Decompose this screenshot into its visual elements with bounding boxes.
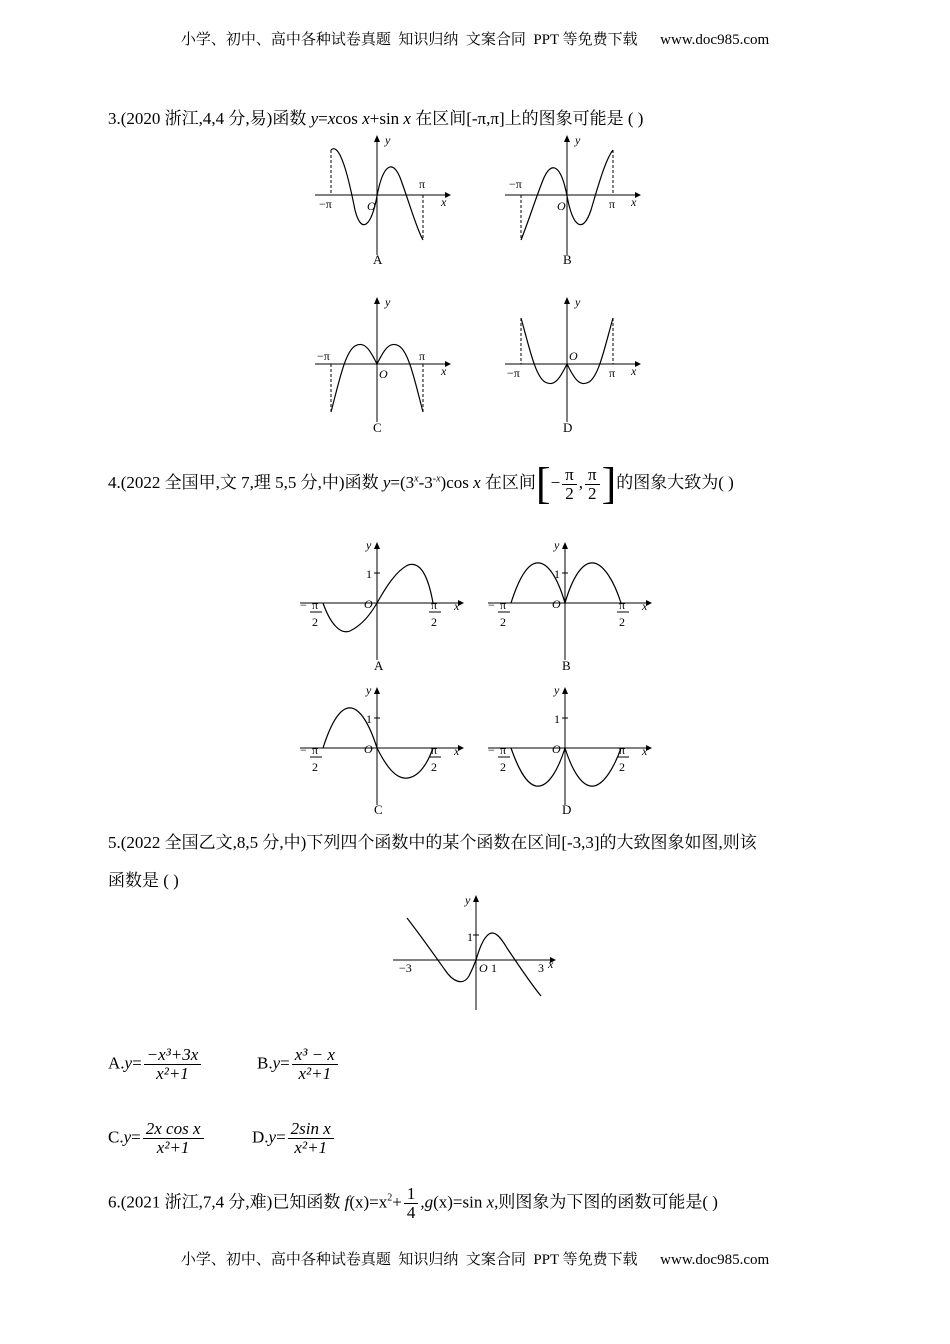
y-label: y [554, 683, 560, 697]
q3-graph-b [495, 130, 645, 270]
pi-label: π [312, 598, 319, 612]
q3-graph-d [495, 292, 645, 437]
x-label: x [441, 195, 447, 209]
eq: = [132, 1053, 142, 1073]
pi-label: π [609, 366, 616, 380]
q3-var-x: x [327, 109, 336, 128]
two-label: 2 [312, 760, 318, 774]
y-arrow-icon [564, 297, 570, 304]
neg-pi-label: −π [319, 197, 332, 211]
origin-label: O [364, 742, 373, 756]
eq: = [276, 1127, 286, 1147]
q4-exponent: -x [432, 473, 441, 485]
origin-label: O [479, 961, 488, 975]
two-label: 2 [500, 615, 506, 629]
y-arrow-icon [473, 895, 479, 902]
origin-label: O [569, 349, 578, 363]
y-label: y [554, 538, 560, 552]
two-label: 2 [431, 615, 437, 629]
q4-graph-b [478, 535, 658, 675]
two-label: 2 [312, 615, 318, 629]
x-label: x [642, 744, 648, 758]
y-label: y [385, 133, 391, 147]
origin-label: O [367, 199, 376, 213]
q3-suffix: 在区间[-π,π]上的图象可能是 ( ) [410, 109, 644, 128]
y-arrow-icon [562, 687, 568, 694]
numerator: −x³+3x [144, 1046, 202, 1065]
pi-label: π [619, 598, 626, 612]
q4-base: =(3 [390, 472, 415, 492]
curve [511, 563, 621, 603]
y-label: y [385, 295, 391, 309]
one-label: 1 [554, 567, 560, 581]
y-arrow-icon [374, 542, 380, 549]
q6-f: f [344, 1192, 350, 1212]
pi-label: π [609, 197, 616, 211]
q4-cos: )cos [440, 472, 474, 492]
q3-cos: cos [335, 109, 363, 128]
y-label: y [465, 893, 471, 907]
denominator: 4 [406, 1202, 416, 1222]
frac-num: π [562, 466, 577, 485]
q3-prefix: 3.(2020 浙江,4,4 分,易)函数 [108, 109, 311, 128]
q6-g: ,g [420, 1192, 434, 1212]
origin-label: O [552, 742, 561, 756]
graph-caption: C [374, 802, 383, 817]
pi-label: π [431, 743, 438, 757]
q4-neg: − [550, 472, 561, 492]
neg-pi-label: −π [317, 349, 330, 363]
origin-label: O [552, 597, 561, 611]
q3-graph-c [305, 292, 455, 437]
origin-label: O [379, 367, 388, 381]
question-4-stem [108, 459, 734, 508]
pi-label: π [419, 177, 426, 191]
y-arrow-icon [564, 135, 570, 142]
three-label: 3 [538, 961, 544, 975]
q4-base: -3 [418, 472, 433, 492]
pi-label: π [500, 598, 507, 612]
x-label: x [631, 195, 637, 209]
question-5-line2: 函数是 ( ) [108, 871, 179, 890]
graph-caption: D [563, 420, 573, 435]
numerator: 1 [404, 1185, 419, 1204]
neg-label: − [488, 598, 495, 612]
graph-caption: A [373, 252, 383, 267]
q6-suffix: ,则图象为下图的函数可能是( ) [494, 1192, 718, 1212]
page-header: 小学、初中、高中各种试卷真题 知识归纳 文案合同 PPT 等免费下载 www.doc985.com [180, 32, 770, 48]
question-3-stem [108, 104, 643, 129]
one-label: 1 [366, 567, 372, 581]
pi-label: π [419, 349, 426, 363]
denominator: x²+1 [156, 1137, 190, 1157]
q4-prefix: 4.(2022 全国甲,文 7,理 5,5 分,中)函数 [108, 472, 383, 492]
x-label: x [441, 364, 447, 378]
frac-den: 2 [565, 483, 574, 503]
q4-suffix: 的图象大致为( ) [616, 472, 734, 492]
option-d[interactable] [252, 1120, 336, 1157]
y-label: y [366, 538, 372, 552]
one-label: 1 [366, 712, 372, 726]
neg3-label: −3 [399, 961, 412, 975]
option-label: B. [257, 1053, 273, 1073]
neg-pi-label: −π [509, 177, 522, 191]
q4-var-y: y [382, 472, 391, 492]
q6-fx: (x)=x [349, 1192, 388, 1212]
two-label: 2 [431, 760, 437, 774]
frac-num: π [585, 466, 600, 485]
q3-var-x: x [362, 109, 370, 128]
q3-var-x: x [403, 109, 411, 128]
right-bracket: ] [601, 459, 617, 508]
frac-den: 2 [588, 483, 597, 503]
x-label: x [454, 599, 460, 613]
curve [407, 918, 541, 996]
neg-label: − [300, 598, 307, 612]
left-bracket: [ [535, 459, 551, 508]
numerator: 2sin x [288, 1120, 334, 1139]
y-label: y [575, 133, 581, 147]
option-c[interactable] [108, 1120, 206, 1157]
origin-label: O [557, 199, 566, 213]
q6-var-x: x [486, 1192, 495, 1212]
two-label: 2 [500, 760, 506, 774]
neg-pi-label: −π [507, 366, 520, 380]
q6-prefix: 6.(2021 浙江,7,4 分,难)已知函数 [108, 1192, 345, 1212]
q6-fraction [404, 1185, 419, 1222]
y-arrow-icon [374, 687, 380, 694]
q4-frac-pos [585, 466, 600, 503]
graph-caption: B [563, 252, 572, 267]
fraction [288, 1120, 334, 1157]
one-label: 1 [554, 712, 560, 726]
q4-frac-neg [562, 466, 577, 503]
two-label: 2 [619, 760, 625, 774]
question-6-stem [108, 1185, 718, 1222]
option-label: A. [108, 1053, 125, 1073]
var-y: y [123, 1127, 132, 1147]
q4-comma: , [578, 472, 583, 492]
one-y-label: 1 [467, 930, 473, 944]
eq: = [280, 1053, 290, 1073]
fraction [292, 1046, 338, 1083]
q6-gx: (x)=sin [433, 1192, 487, 1212]
eq: = [131, 1127, 141, 1147]
option-label: D. [252, 1127, 269, 1147]
graph-caption: D [562, 802, 572, 817]
denominator: x²+1 [294, 1137, 328, 1157]
q4-var-x: x [473, 472, 481, 492]
neg-label: − [300, 743, 307, 757]
graph-caption: C [373, 420, 382, 435]
pi-label: π [500, 743, 507, 757]
q4-graph-a [290, 535, 470, 675]
neg-label: − [488, 743, 495, 757]
denominator: x²+1 [298, 1063, 332, 1083]
denominator: x²+1 [156, 1063, 189, 1083]
fraction [143, 1120, 204, 1157]
q3-eq: = [318, 109, 328, 128]
q3-graph-a [305, 130, 455, 270]
y-arrow-icon [562, 542, 568, 549]
numerator: x³ − x [292, 1046, 338, 1065]
x-label: x [631, 364, 637, 378]
y-arrow-icon [374, 297, 380, 304]
q3-sin: +sin [369, 109, 404, 128]
option-b[interactable] [257, 1046, 340, 1083]
option-label: C. [108, 1127, 124, 1147]
two-label: 2 [619, 615, 625, 629]
x-label: x [548, 957, 554, 971]
y-arrow-icon [374, 135, 380, 142]
q4-graph-d [478, 680, 658, 820]
var-y: y [124, 1053, 133, 1073]
curve [511, 748, 621, 786]
graph-caption: B [562, 658, 571, 673]
q6-square: 2 [387, 1192, 393, 1204]
x-label: x [642, 599, 648, 613]
var-y: y [272, 1053, 281, 1073]
q5-graph [385, 890, 570, 1015]
one-x-label: 1 [491, 961, 497, 975]
y-label: y [575, 295, 581, 309]
pi-label: π [619, 743, 626, 757]
x-label: x [454, 744, 460, 758]
option-a[interactable] [108, 1046, 203, 1083]
y-label: y [366, 683, 372, 697]
question-5-line1: 5.(2022 全国乙文,8,5 分,中)下列四个函数中的某个函数在区间[-3,3]的大致图象如图,则该 [108, 833, 757, 852]
q4-graph-c [290, 680, 470, 820]
graph-caption: A [374, 658, 384, 673]
curve [323, 564, 433, 631]
q3-var-y: y [310, 109, 319, 128]
origin-label: O [364, 597, 373, 611]
pi-label: π [431, 598, 438, 612]
page-footer: 小学、初中、高中各种试卷真题 知识归纳 文案合同 PPT 等免费下载 www.doc985.com [180, 1252, 770, 1268]
q6-plus: + [392, 1192, 402, 1212]
q4-interval-text: 在区间 [480, 472, 536, 492]
var-y: y [268, 1127, 277, 1147]
q4-exponent: x [414, 473, 419, 485]
fraction [144, 1046, 202, 1083]
numerator: 2x cos x [143, 1120, 204, 1139]
pi-label: π [312, 743, 319, 757]
